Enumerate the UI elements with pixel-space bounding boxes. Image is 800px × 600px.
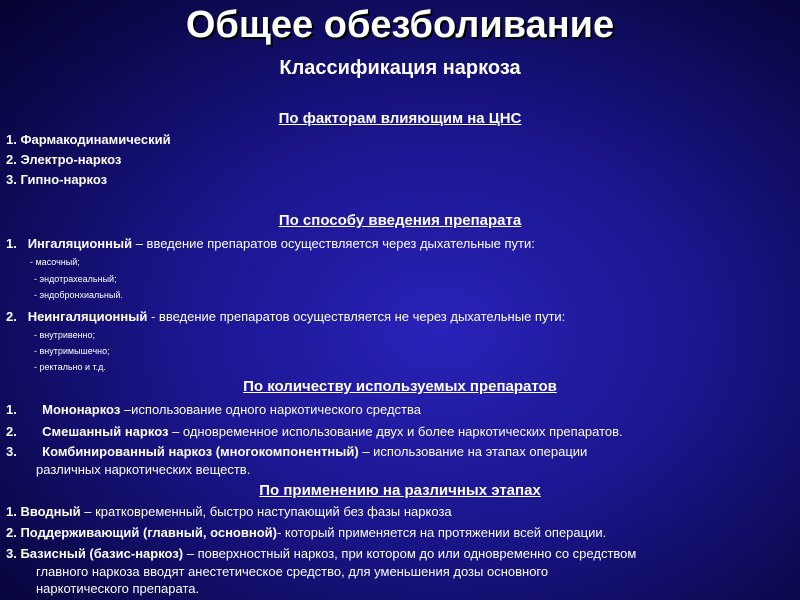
sub-item: - масочный;: [30, 257, 80, 267]
sub-item: - внутривенно;: [34, 330, 96, 340]
list-item-induction: [6, 504, 452, 519]
item-number: 1.: [6, 236, 17, 251]
list-item: 1. Фармакодинамический: [6, 132, 171, 147]
item-term: Смешанный наркоз: [42, 424, 169, 439]
list-item: 2. Электро-наркоз: [6, 152, 122, 167]
item-term: Ингаляционный: [27, 236, 133, 251]
item-number: 2.: [6, 424, 17, 439]
item-description: – использование на этапах операции: [358, 444, 588, 459]
list-item-mixed: [6, 424, 623, 439]
list-item-non-inhalation: [6, 309, 565, 324]
item-description: - который применяется на протяжении всей операции.: [276, 525, 607, 540]
page-subtitle: Классификация наркоза: [279, 57, 521, 79]
item-description: – кратковременный, быстро наступающий без фазы наркоза: [80, 504, 452, 519]
item-continuation: главного наркоза вводят анестетическое средство, для уменьшения дозы основного: [36, 564, 549, 579]
list-item-combined: [6, 444, 587, 459]
section-heading-stages: По применению на различных этапах: [259, 482, 541, 499]
item-term: Мононаркоз: [42, 402, 121, 417]
item-description: –использование одного наркотического средства: [120, 402, 421, 417]
sub-item: - эндотрахеальный;: [34, 274, 117, 284]
section-heading-quantity: По количеству используемых препаратов: [243, 378, 557, 395]
page-title: Общее обезболивание: [185, 4, 615, 46]
item-continuation: наркотического препарата.: [36, 581, 200, 596]
item-term: 1. Вводный: [6, 504, 81, 519]
item-number: 3.: [6, 444, 17, 459]
item-term: Комбинированный наркоз (многокомпонентный): [42, 444, 359, 459]
item-continuation: различных наркотических веществ.: [36, 462, 251, 477]
list-item-maintenance: [6, 525, 606, 540]
item-number: 1.: [6, 402, 17, 417]
item-term: Неингаляционный: [27, 309, 148, 324]
item-description: – введение препаратов осуществляется через дыхательные пути:: [132, 236, 535, 251]
item-description: – поверхностный наркоз, при котором до или одновременно со средством: [183, 546, 637, 561]
item-description: – одновременное использование двух и более наркотических препаратов.: [168, 424, 623, 439]
item-term: 3. Базисный (базис-наркоз): [6, 546, 184, 561]
section-heading-cns: По факторам влияющим на ЦНС: [278, 110, 522, 127]
item-number: 2.: [6, 309, 17, 324]
sub-item: - внутримышечно;: [34, 346, 110, 356]
list-item: 3. Гипно-наркоз: [6, 172, 108, 187]
sub-item: - ректально и т.д.: [34, 362, 106, 372]
item-description: - введение препаратов осуществляется не через дыхательные пути:: [147, 309, 566, 324]
sub-item: - эндобронхиальный.: [34, 290, 123, 300]
list-item-mono: [6, 402, 421, 417]
list-item-basic: [6, 546, 636, 561]
list-item-inhalation: [6, 236, 535, 251]
section-heading-administration: По способу введения препарата: [278, 212, 522, 229]
item-term: 2. Поддерживающий (главный, основной): [6, 525, 277, 540]
